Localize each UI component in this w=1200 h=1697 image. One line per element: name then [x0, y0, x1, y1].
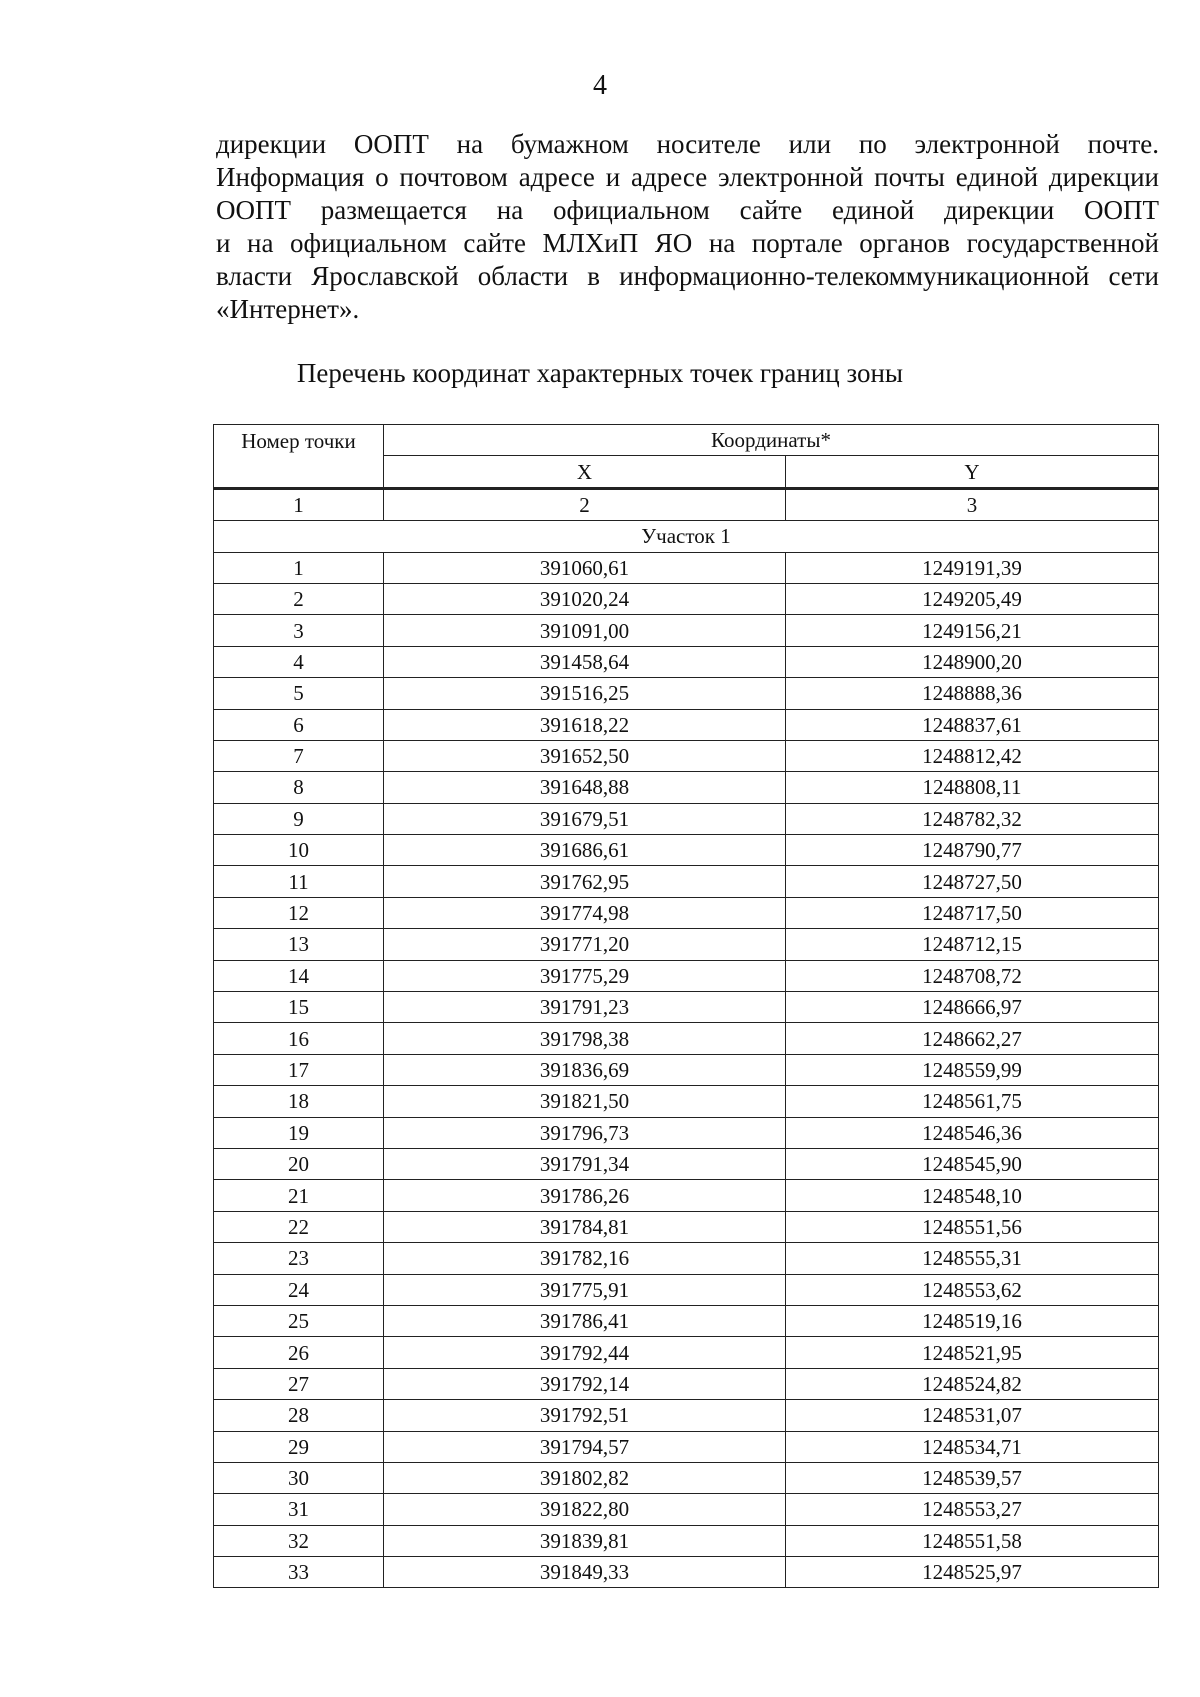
column-index: 1 [214, 488, 384, 520]
table-row [214, 615, 1159, 646]
table-row [214, 1117, 1159, 1148]
section-row [214, 521, 1159, 552]
point-number-cell: 18 [214, 1086, 384, 1117]
y-coordinate-cell: 1248900,20 [786, 646, 1159, 677]
point-number-cell: 9 [214, 803, 384, 834]
table-row [214, 1557, 1159, 1588]
table-row [214, 866, 1159, 897]
table-row [214, 1337, 1159, 1368]
y-coordinate-cell: 1248808,11 [786, 772, 1159, 803]
y-coordinate-cell: 1248546,36 [786, 1117, 1159, 1148]
point-number-cell: 21 [214, 1180, 384, 1211]
point-number-cell: 25 [214, 1305, 384, 1336]
point-number-cell: 5 [214, 678, 384, 709]
table-row [214, 709, 1159, 740]
table-row [214, 1431, 1159, 1462]
x-coordinate-cell: 391652,50 [384, 740, 786, 771]
header-x: X [384, 456, 786, 488]
y-coordinate-cell: 1248708,72 [786, 960, 1159, 991]
y-coordinate-cell: 1248888,36 [786, 678, 1159, 709]
point-number-cell: 7 [214, 740, 384, 771]
table-row [214, 1086, 1159, 1117]
section-label: Участок 1 [214, 521, 1159, 552]
table-row [214, 960, 1159, 991]
x-coordinate-cell: 391792,14 [384, 1368, 786, 1399]
x-coordinate-cell: 391791,23 [384, 992, 786, 1023]
y-coordinate-cell: 1248662,27 [786, 1023, 1159, 1054]
paragraph-line: ООПТ размещается на официальном сайте единой дирекции ООПТ [216, 195, 1159, 225]
y-coordinate-cell: 1248525,97 [786, 1557, 1159, 1588]
table-row [214, 929, 1159, 960]
x-coordinate-cell: 391686,61 [384, 835, 786, 866]
paragraph-line: дирекции ООПТ на бумажном носителе или по электронной почте. [216, 129, 1159, 159]
table-row [214, 835, 1159, 866]
y-coordinate-cell: 1248559,99 [786, 1054, 1159, 1085]
point-number-cell: 2 [214, 583, 384, 614]
y-coordinate-cell: 1248555,31 [786, 1243, 1159, 1274]
point-number-cell: 11 [214, 866, 384, 897]
table-row [214, 1211, 1159, 1242]
y-coordinate-cell: 1248553,27 [786, 1494, 1159, 1525]
table-row [214, 1148, 1159, 1179]
x-coordinate-cell: 391775,29 [384, 960, 786, 991]
table-row [214, 583, 1159, 614]
point-number-cell: 28 [214, 1400, 384, 1431]
x-coordinate-cell: 391792,44 [384, 1337, 786, 1368]
y-coordinate-cell: 1248524,82 [786, 1368, 1159, 1399]
y-coordinate-cell: 1249191,39 [786, 552, 1159, 583]
x-coordinate-cell: 391762,95 [384, 866, 786, 897]
y-coordinate-cell: 1248553,62 [786, 1274, 1159, 1305]
table-row [214, 1054, 1159, 1085]
x-coordinate-cell: 391786,41 [384, 1305, 786, 1336]
table-row [214, 646, 1159, 677]
y-coordinate-cell: 1248551,56 [786, 1211, 1159, 1242]
point-number-cell: 23 [214, 1243, 384, 1274]
table-row [214, 772, 1159, 803]
table-row [214, 1368, 1159, 1399]
point-number-cell: 14 [214, 960, 384, 991]
table-row [214, 1400, 1159, 1431]
point-number-cell: 24 [214, 1274, 384, 1305]
point-number-cell: 17 [214, 1054, 384, 1085]
table-row [214, 1462, 1159, 1493]
y-coordinate-cell: 1248561,75 [786, 1086, 1159, 1117]
table-row [214, 1023, 1159, 1054]
x-coordinate-cell: 391679,51 [384, 803, 786, 834]
point-number-cell: 8 [214, 772, 384, 803]
x-coordinate-cell: 391782,16 [384, 1243, 786, 1274]
y-coordinate-cell: 1248812,42 [786, 740, 1159, 771]
table-row [214, 1525, 1159, 1556]
coordinates-table [213, 424, 1159, 1588]
y-coordinate-cell: 1248712,15 [786, 929, 1159, 960]
point-number-cell: 33 [214, 1557, 384, 1588]
x-coordinate-cell: 391648,88 [384, 772, 786, 803]
y-coordinate-cell: 1248782,32 [786, 803, 1159, 834]
x-coordinate-cell: 391060,61 [384, 552, 786, 583]
x-coordinate-cell: 391774,98 [384, 897, 786, 928]
point-number-cell: 19 [214, 1117, 384, 1148]
header-point-number: Номер точки [214, 425, 384, 489]
y-coordinate-cell: 1248717,50 [786, 897, 1159, 928]
point-number-cell: 32 [214, 1525, 384, 1556]
point-number-cell: 26 [214, 1337, 384, 1368]
x-coordinate-cell: 391786,26 [384, 1180, 786, 1211]
point-number-cell: 22 [214, 1211, 384, 1242]
x-coordinate-cell: 391091,00 [384, 615, 786, 646]
y-coordinate-cell: 1248545,90 [786, 1148, 1159, 1179]
point-number-cell: 29 [214, 1431, 384, 1462]
point-number-cell: 6 [214, 709, 384, 740]
table-row [214, 1243, 1159, 1274]
point-number-cell: 1 [214, 552, 384, 583]
x-coordinate-cell: 391802,82 [384, 1462, 786, 1493]
y-coordinate-cell: 1248539,57 [786, 1462, 1159, 1493]
x-coordinate-cell: 391798,38 [384, 1023, 786, 1054]
x-coordinate-cell: 391792,51 [384, 1400, 786, 1431]
point-number-cell: 13 [214, 929, 384, 960]
x-coordinate-cell: 391775,91 [384, 1274, 786, 1305]
table-row [214, 1274, 1159, 1305]
x-coordinate-cell: 391771,20 [384, 929, 786, 960]
table-row [214, 678, 1159, 709]
x-coordinate-cell: 391794,57 [384, 1431, 786, 1462]
paragraph-line: и на официальном сайте МЛХиП ЯО на портале органов государственной [216, 228, 1159, 258]
table-row [214, 1494, 1159, 1525]
y-coordinate-cell: 1249156,21 [786, 615, 1159, 646]
y-coordinate-cell: 1248548,10 [786, 1180, 1159, 1211]
column-index: 3 [786, 488, 1159, 520]
table-row [214, 897, 1159, 928]
column-index-row [214, 488, 1159, 520]
table-row [214, 992, 1159, 1023]
y-coordinate-cell: 1248666,97 [786, 992, 1159, 1023]
x-coordinate-cell: 391618,22 [384, 709, 786, 740]
point-number-cell: 31 [214, 1494, 384, 1525]
table-row [214, 740, 1159, 771]
page-number: 4 [593, 70, 607, 101]
header-y: Y [786, 456, 1159, 488]
y-coordinate-cell: 1248790,77 [786, 835, 1159, 866]
y-coordinate-cell: 1248534,71 [786, 1431, 1159, 1462]
x-coordinate-cell: 391821,50 [384, 1086, 786, 1117]
point-number-cell: 27 [214, 1368, 384, 1399]
table-row [214, 1180, 1159, 1211]
point-number-cell: 10 [214, 835, 384, 866]
column-index: 2 [384, 488, 786, 520]
paragraph-line: Информация о почтовом адресе и адресе электронной почты единой дирекции [216, 162, 1159, 192]
table-row [214, 803, 1159, 834]
y-coordinate-cell: 1248837,61 [786, 709, 1159, 740]
paragraph-line: «Интернет». [216, 294, 360, 324]
x-coordinate-cell: 391836,69 [384, 1054, 786, 1085]
body-paragraph [216, 128, 1159, 326]
point-number-cell: 3 [214, 615, 384, 646]
x-coordinate-cell: 391020,24 [384, 583, 786, 614]
x-coordinate-cell: 391849,33 [384, 1557, 786, 1588]
table-row [214, 1305, 1159, 1336]
point-number-cell: 20 [214, 1148, 384, 1179]
point-number-cell: 4 [214, 646, 384, 677]
point-number-cell: 12 [214, 897, 384, 928]
y-coordinate-cell: 1248551,58 [786, 1525, 1159, 1556]
table-row [214, 552, 1159, 583]
x-coordinate-cell: 391516,25 [384, 678, 786, 709]
y-coordinate-cell: 1248727,50 [786, 866, 1159, 897]
x-coordinate-cell: 391791,34 [384, 1148, 786, 1179]
x-coordinate-cell: 391784,81 [384, 1211, 786, 1242]
y-coordinate-cell: 1248531,07 [786, 1400, 1159, 1431]
y-coordinate-cell: 1248519,16 [786, 1305, 1159, 1336]
paragraph-line: власти Ярославской области в информационно-телекоммуникационной сети [216, 261, 1159, 291]
point-number-cell: 30 [214, 1462, 384, 1493]
x-coordinate-cell: 391796,73 [384, 1117, 786, 1148]
point-number-cell: 15 [214, 992, 384, 1023]
header-coordinates: Координаты* [384, 425, 1159, 456]
list-title: Перечень координат характерных точек границ зоны [296, 358, 904, 388]
y-coordinate-cell: 1249205,49 [786, 583, 1159, 614]
x-coordinate-cell: 391839,81 [384, 1525, 786, 1556]
y-coordinate-cell: 1248521,95 [786, 1337, 1159, 1368]
point-number-cell: 16 [214, 1023, 384, 1054]
x-coordinate-cell: 391458,64 [384, 646, 786, 677]
x-coordinate-cell: 391822,80 [384, 1494, 786, 1525]
